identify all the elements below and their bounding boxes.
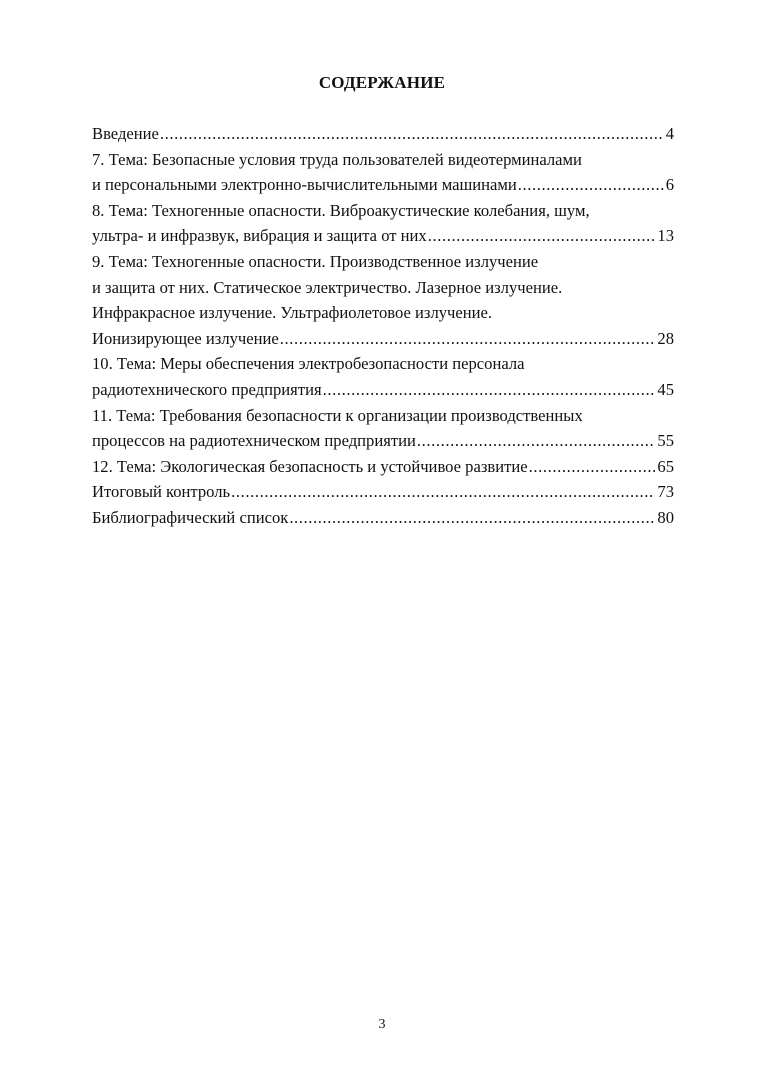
toc-page-number: 73	[657, 482, 674, 502]
toc-entry-title: радиотехнического предприятия	[92, 379, 322, 399]
toc-entry-introduction[interactable]	[92, 121, 674, 147]
toc-entry-line	[92, 454, 674, 480]
toc-entry-line	[92, 428, 674, 454]
page-title: СОДЕРЖАНИЕ	[318, 73, 446, 92]
toc-entry-title: процессов на радиотехническом предприятии	[92, 431, 416, 451]
dot-leader	[518, 172, 664, 198]
dot-leader	[428, 223, 656, 249]
toc-entry-line	[92, 505, 674, 531]
dot-leader	[231, 479, 655, 505]
toc-entry-line	[92, 326, 674, 352]
dot-leader	[289, 505, 655, 531]
dot-leader	[529, 454, 656, 480]
toc-page-number: 80	[657, 507, 674, 527]
toc-entry-topic-8[interactable]	[92, 198, 674, 249]
toc-page-number: 28	[657, 328, 674, 348]
toc-page-number: 45	[657, 379, 674, 399]
toc-entry-topic-11[interactable]	[92, 403, 674, 454]
toc-entry-topic-12[interactable]	[92, 454, 674, 480]
toc-entry-title: 8. Тема: Техногенные опасности. Виброакустические колебания, шум,	[92, 200, 590, 220]
toc-entry-title: 12. Тема: Экологическая безопасность и устойчивое развитие	[92, 456, 528, 476]
toc-entry-title: Ионизирующее излучение	[92, 328, 279, 348]
table-of-contents	[92, 121, 674, 531]
toc-entry-title: Библиографический список	[92, 507, 289, 527]
toc-entry-line	[92, 377, 674, 403]
page-number: 3	[378, 1017, 386, 1032]
toc-entry-line	[92, 223, 674, 249]
toc-entry-title: Инфракрасное излучение. Ультрафиолетовое излучение.	[92, 303, 493, 323]
toc-entry-title: 11. Тема: Требования безопасности к организации производственных	[92, 405, 583, 425]
toc-entry-line	[92, 479, 674, 505]
toc-entry-title: Введение	[92, 124, 159, 143]
toc-page-number: 65	[657, 456, 674, 476]
toc-entry-title: 7. Тема: Безопасные условия труда пользователей видеотерминалами	[92, 149, 582, 169]
toc-entry-title: Итоговый контроль	[92, 482, 231, 502]
toc-entry-final-control[interactable]	[92, 479, 674, 505]
toc-entry-line	[92, 121, 674, 147]
toc-entry-title: ультра- и инфразвук, вибрация и защита от них	[92, 226, 427, 246]
toc-page-number: 55	[657, 431, 674, 451]
toc-entry-line	[92, 172, 674, 198]
toc-entry-title: и защита от них. Статическое электричество. Лазерное излучение.	[92, 277, 563, 297]
toc-entry-topic-9[interactable]	[92, 249, 674, 351]
dot-leader	[160, 121, 664, 147]
toc-page-number: 13	[657, 226, 674, 246]
dot-leader	[417, 428, 656, 454]
toc-entry-topic-10[interactable]	[92, 351, 674, 402]
toc-entry-title: 9. Тема: Техногенные опасности. Производственное излучение	[92, 251, 539, 271]
toc-page-number: 4	[665, 124, 674, 143]
dot-leader	[323, 377, 656, 403]
toc-entry-title: 10. Тема: Меры обеспечения электробезопасности персонала	[92, 354, 525, 374]
toc-entry-title: и персональными электронно-вычислительными машинами	[92, 175, 517, 195]
toc-page-number: 6	[665, 175, 674, 195]
dot-leader	[280, 326, 656, 352]
toc-entry-topic-7[interactable]	[92, 147, 674, 198]
toc-entry-bibliography[interactable]	[92, 505, 674, 531]
